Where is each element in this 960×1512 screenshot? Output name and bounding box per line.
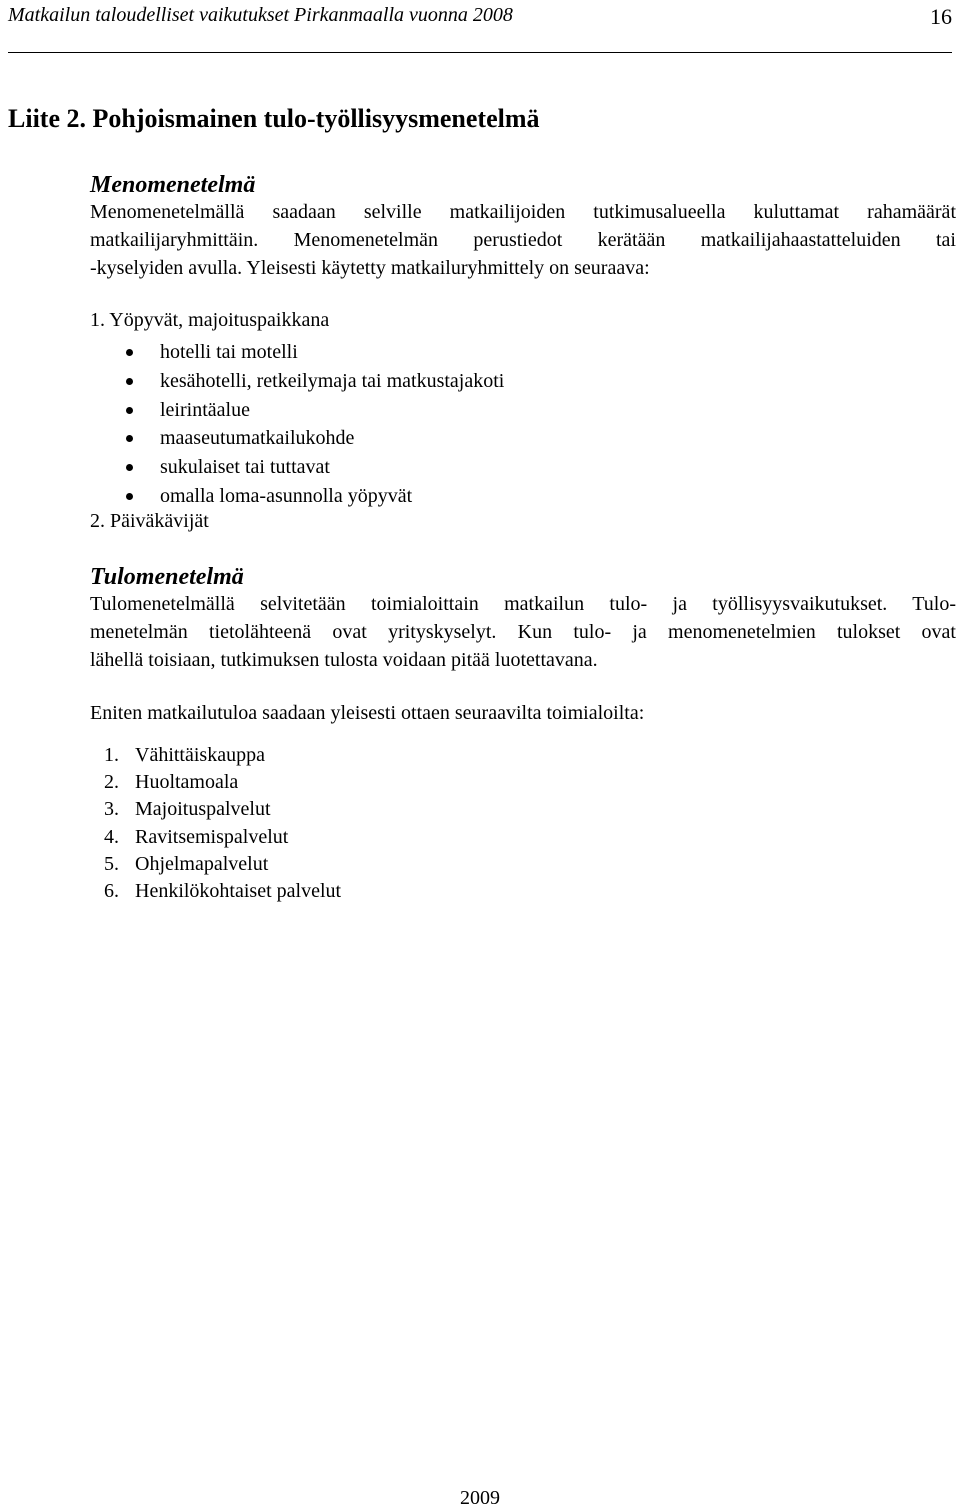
page-header xyxy=(8,2,952,53)
paragraph-line: Menomenetelmällä saadaan selville matkailijoiden tutkimusalueella kuluttamat rahamäärät xyxy=(90,201,956,223)
paragraph-line: Tulomenetelmällä selvitetään toimialoittain matkailun tulo- ja työllisyysvaikutukset. Tulo- xyxy=(90,593,956,615)
group2-label: 2. Päiväkävijät xyxy=(90,510,209,532)
menomenetelma-heading: Menomenetelmä xyxy=(90,172,256,198)
paragraph-line: lähellä toisiaan, tutkimuksen tulosta voidaan pitää luotettavana. xyxy=(90,649,598,671)
bullet-icon xyxy=(126,407,133,414)
bullet-icon xyxy=(126,349,133,356)
list-item: kesähotelli, retkeilymaja tai matkustajakoti xyxy=(126,367,504,396)
bullet-icon xyxy=(126,378,133,385)
list-item: omalla loma-asunnolla yöpyvät xyxy=(126,482,504,511)
industries-list xyxy=(104,742,341,905)
list-item: 5. Ohjelmapalvelut xyxy=(104,852,269,875)
page-number: 16 xyxy=(930,4,952,29)
list-item: 2. Huoltamoala xyxy=(104,771,239,794)
appendix-title: Liite 2. Pohjoismainen tulo-työllisyysmenetelmä xyxy=(8,104,540,133)
tulomenetelma-paragraph xyxy=(90,590,956,674)
industries-intro: Eniten matkailutuloa saadaan yleisesti ottaen seuraavilta toimialoilta: xyxy=(90,702,645,724)
list-item: 1. Vähittäiskauppa xyxy=(104,744,265,766)
list-item: 6. Henkilökohtaiset palvelut xyxy=(104,879,342,902)
paragraph-line: -kyselyiden avulla. Yleisesti käytetty matkailuryhmittely on seuraava: xyxy=(90,257,650,279)
menomenetelma-paragraph xyxy=(90,198,956,282)
list-item: leirintäalue xyxy=(126,396,504,425)
paragraph-line: matkailijaryhmittäin. Menomenetelmän perustiedot kerätään matkailijahaastatteluiden tai xyxy=(90,229,956,251)
footer-year: 2009 xyxy=(460,1487,500,1509)
paragraph-line: menetelmän tietolähteenä ovat yrityskyselyt. Kun tulo- ja menomenetelmien tulokset ovat xyxy=(90,621,956,643)
bullet-icon xyxy=(126,435,133,442)
list-item: 3. Majoituspalvelut xyxy=(104,798,271,821)
list-item: hotelli tai motelli xyxy=(126,338,504,367)
list-item: maaseutumatkailukohde xyxy=(126,424,504,453)
bullet-icon xyxy=(126,464,133,471)
list-item: 4. Ravitsemispalvelut xyxy=(104,825,289,848)
group1-label: 1. Yöpyvät, majoituspaikkana xyxy=(90,309,330,331)
list-item: sukulaiset tai tuttavat xyxy=(126,453,504,482)
accommodation-list xyxy=(126,338,504,511)
tulomenetelma-heading: Tulomenetelmä xyxy=(90,564,244,590)
bullet-icon xyxy=(126,493,133,500)
running-title: Matkailun taloudelliset vaikutukset Pirkanmaalla vuonna 2008 xyxy=(8,4,513,26)
